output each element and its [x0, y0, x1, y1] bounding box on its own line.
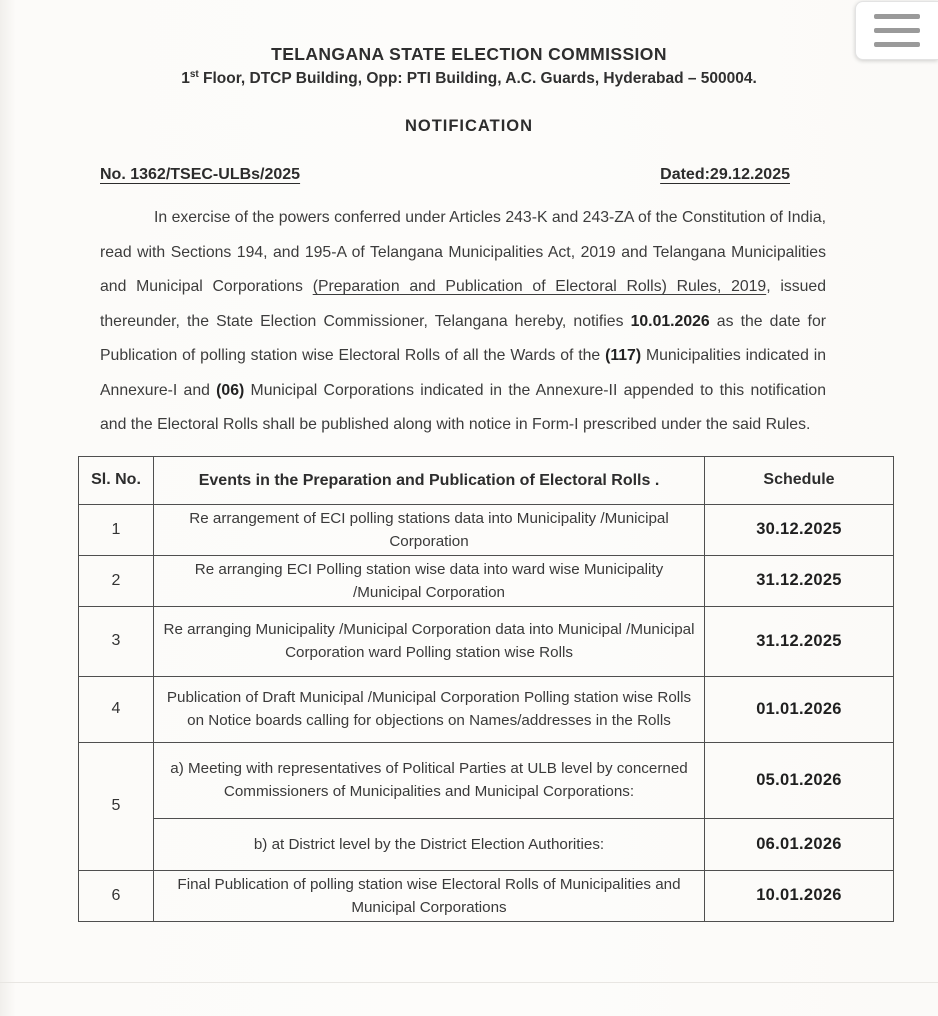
- cell-event: a) Meeting with representatives of Political Parties at ULB level by concerned Commissioners of Municipalities and Municipal Corporations:: [154, 742, 705, 818]
- paragraph-segment: (Preparation and Publication of Electoral Rolls) Rules, 2019: [312, 278, 767, 295]
- menu-button[interactable]: [855, 1, 938, 60]
- address-text: Floor, DTCP Building, Opp: PTI Building, A.C. Guards, Hyderabad – 500004.: [198, 70, 757, 87]
- address-number: 1: [181, 70, 190, 87]
- header-events: Events in the Preparation and Publication of Electoral Rolls .: [154, 456, 705, 504]
- notification-body-paragraph: [100, 201, 826, 443]
- cell-sl-no: 6: [79, 870, 154, 921]
- header-sl-no: Sl. No.: [79, 456, 154, 504]
- hamburger-bar: [874, 14, 920, 19]
- schedule-table-body: [79, 504, 894, 921]
- cell-schedule-date: 05.01.2026: [705, 742, 894, 818]
- paragraph-segment: In exercise of the powers conferred under Articles 243-K and 243-ZA of the Constitution of India, read with Sections 194, and 195-A of Telangana Municipalities Act, 2019 and Telangana Municipalities and Municipal Corporations: [100, 209, 826, 295]
- cell-event: Re arranging Municipality /Municipal Corporation data into Municipal /Municipal Corporation ward Polling station wise Rolls: [154, 606, 705, 676]
- table-row: [79, 818, 894, 870]
- cell-sl-no: 2: [79, 555, 154, 606]
- cell-event: Re arrangement of ECI polling stations data into Municipality /Municipal Corporation: [154, 504, 705, 555]
- table-row: [79, 742, 894, 818]
- cell-event: Re arranging ECI Polling station wise data into ward wise Municipality /Municipal Corporation: [154, 555, 705, 606]
- table-row: [79, 555, 894, 606]
- page-bottom-edge: [0, 982, 938, 983]
- hamburger-menu-icon: [874, 14, 920, 47]
- cell-event: Publication of Draft Municipal /Municipal Corporation Polling station wise Rolls on Notice boards calling for objections on Names/addresses in the Rolls: [154, 676, 705, 742]
- reference-number: No. 1362/TSEC-ULBs/2025: [100, 166, 301, 183]
- dated-label: Dated:29.12.2025: [660, 166, 790, 183]
- paragraph-segment: as the date for Publication of polling station wise Electoral Rolls of all the Wards of the: [100, 312, 826, 364]
- paragraph-segment: (06): [216, 381, 245, 399]
- cell-schedule-date: 31.12.2025: [705, 606, 894, 676]
- cell-event: b) at District level by the District Election Authorities:: [154, 818, 705, 870]
- ordinal-suffix: st: [189, 68, 199, 80]
- hamburger-bar: [874, 28, 920, 33]
- table-row: [79, 676, 894, 742]
- cell-schedule-date: 01.01.2026: [705, 676, 894, 742]
- cell-sl-no: 5: [79, 742, 154, 870]
- table-row: [79, 504, 894, 555]
- cell-schedule-date: 10.01.2026: [705, 870, 894, 921]
- commission-name: TELANGANA STATE ELECTION COMMISSION: [271, 44, 667, 64]
- commission-address: [40, 70, 898, 88]
- hamburger-bar: [874, 42, 920, 47]
- paragraph-segment: (117): [605, 347, 642, 364]
- paragraph-segment: Municipalities indicated in Annexure-I and: [100, 347, 827, 399]
- table-header-row: [79, 456, 894, 504]
- paragraph-segment: Municipal Corporations indicated in the Annexure-II appended to this notification and the Electoral Rolls shall be published along with notice in Form-I prescribed under the said Rules.: [100, 381, 826, 433]
- cell-schedule-date: 06.01.2026: [705, 818, 894, 870]
- paragraph-segment: 10.01.2026: [630, 312, 710, 330]
- reference-row: [100, 166, 790, 184]
- table-row: [79, 606, 894, 676]
- cell-event: Final Publication of polling station wise Electoral Rolls of Municipalities and Municipal Corporations: [154, 870, 705, 921]
- table-row: [79, 870, 894, 921]
- notification-title: NOTIFICATION: [404, 117, 534, 135]
- cell-schedule-date: 30.12.2025: [705, 504, 894, 555]
- cell-schedule-date: 31.12.2025: [705, 555, 894, 606]
- cell-sl-no: 3: [79, 606, 154, 676]
- header-schedule: Schedule: [705, 456, 894, 504]
- cell-sl-no: 1: [79, 504, 154, 555]
- schedule-table: [78, 456, 894, 922]
- paragraph-segment: , issued thereunder, the State Election Commissioner, Telangana hereby, notifies: [100, 278, 826, 330]
- cell-sl-no: 4: [79, 676, 154, 742]
